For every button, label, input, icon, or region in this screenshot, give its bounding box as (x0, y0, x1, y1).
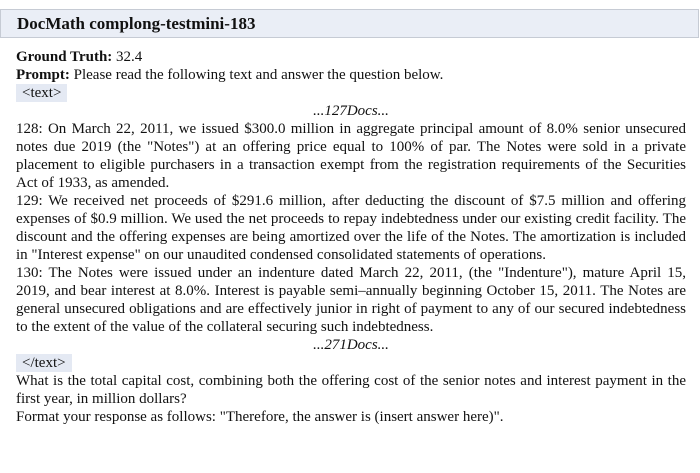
doc-paragraph-128: 128: On March 22, 2011, we issued $300.0 million in aggregate principal amount of 8.0% senior unsecured notes due 2019 (the "Notes") at an offering price equal to 100% of par. The Notes were sold in a private placement to eligible purchasers in a transaction exempt from the registration requirements of the Securities Act of 1933, as amended. (16, 121, 686, 191)
page-title: DocMath complong-testmini-183 (17, 14, 256, 33)
ground-truth-row (16, 48, 686, 66)
prompt-row (16, 66, 686, 84)
question-text: What is the total capital cost, combining both the offering cost of the senior notes and interest payment in the first year, in million dollars? (16, 373, 686, 407)
ground-truth-value: 32.4 (116, 49, 143, 65)
text-open-tag: <text> (16, 84, 67, 102)
content (16, 48, 686, 426)
text-close-row (16, 354, 686, 372)
title-bar (0, 9, 699, 38)
format-instruction: Format your response as follows: "Therefore, the answer is (insert answer here)". (16, 409, 504, 425)
docs-before-marker: ...127Docs... (313, 103, 389, 119)
text-open-row (16, 84, 686, 102)
doc-paragraph-129: 129: We received net proceeds of $291.6 million, after deducting the discount of $7.5 million and offering expenses of $0.9 million. We used the net proceeds to repay indebtedness under our existing credit facility. The discount and the offering expenses are being amortized over the life of the Notes. The amortization is included in "Interest expense" on our unaudited condensed consolidated statements of operations. (16, 193, 686, 263)
prompt-label: Prompt: (16, 67, 70, 83)
doc-paragraph-130: 130: The Notes were issued under an indenture dated March 22, 2011, (the "Indenture"), mature April 15, 2019, and bear interest at 8.0%. Interest is payable semi–annually beginning October 15, 2011. The Notes are general unsecured obligations and are effectively junior in right of payment to any of our secured indebtedness to the extent of the value of the collateral securing such indebtedness. (16, 265, 686, 335)
docs-after-marker: ...271Docs... (313, 337, 389, 353)
ground-truth-label: Ground Truth: (16, 49, 113, 65)
prompt-text: Please read the following text and answer the question below. (73, 67, 444, 83)
text-close-tag: </text> (16, 354, 72, 372)
